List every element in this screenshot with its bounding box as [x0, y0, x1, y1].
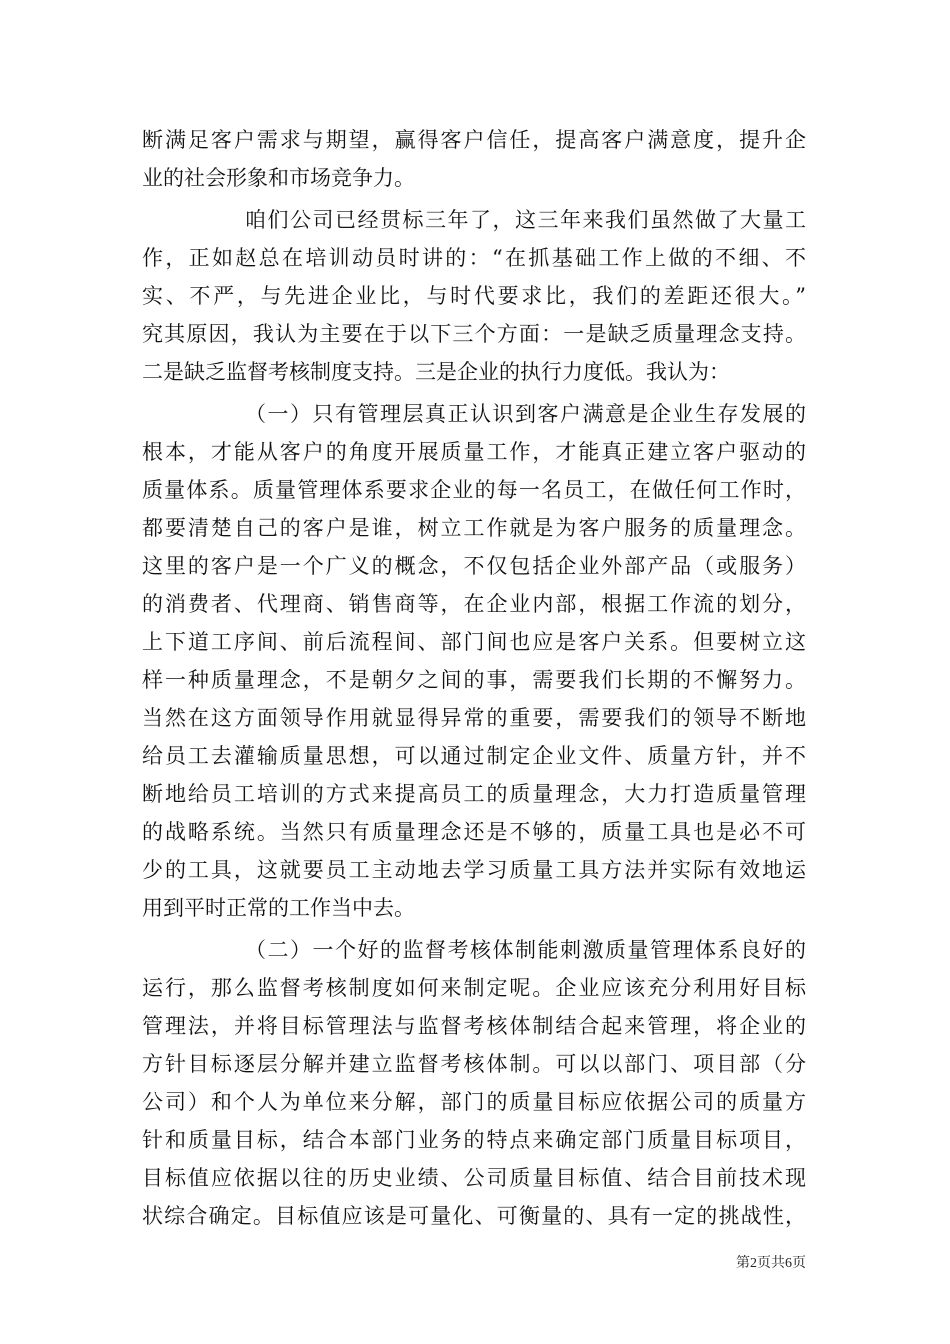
text-line: 管理法，并将目标管理法与监督考核体制结合起来管理，将企业的	[142, 1014, 806, 1038]
text-line: 这里的客户是一个广义的概念，不仅包括企业外部产品（或服务）	[142, 554, 806, 578]
text-line: 目标值应依据以往的历史业绩、公司质量目标值、结合目前技术现	[142, 1166, 806, 1190]
text-line: 针和质量目标，结合本部门业务的特点来确定部门质量目标项目，	[142, 1128, 806, 1152]
text-line: 二是缺乏监督考核制度支持。三是企业的执行力度低。我认为：	[142, 360, 730, 384]
text-line: 作，正如赵总在培训动员时讲的：“在抓基础工作上做的不细、不	[142, 246, 806, 270]
text-line: 断地给员工培训的方式来提高员工的质量理念，大力打造质量管理	[142, 782, 806, 806]
text-line: 实、不严，与先进企业比，与时代要求比，我们的差距还很大。”	[142, 284, 806, 308]
text-line: 上下道工序间、前后流程间、部门间也应是客户关系。但要树立这	[142, 630, 806, 654]
text-line: 当然在这方面领导作用就显得异常的重要，需要我们的领导不断地	[142, 706, 806, 730]
text-line: 公司）和个人为单位来分解，部门的质量目标应依据公司的质量方	[142, 1090, 806, 1114]
page-number: 第2页共6页	[736, 1256, 806, 1271]
text-line: 咱们公司已经贯标三年了，这三年来我们虽然做了大量工	[245, 208, 806, 232]
text-line: 业的社会形象和市场竞争力。	[142, 166, 415, 190]
text-line: 运行，那么监督考核制度如何来制定呢。企业应该充分利用好目标	[142, 976, 806, 1000]
text-line: 根本，才能从客户的角度开展质量工作，才能真正建立客户驱动的	[142, 440, 806, 464]
text-line: 质量体系。质量管理体系要求企业的每一名员工，在做任何工作时，	[142, 478, 806, 502]
text-line: 都要清楚自己的客户是谁，树立工作就是为客户服务的质量理念。	[142, 516, 806, 540]
text-line: 的战略系统。当然只有质量理念还是不够的，质量工具也是必不可	[142, 820, 806, 844]
text-line: 用到平时正常的工作当中去。	[142, 896, 415, 920]
document-body	[142, 121, 806, 1235]
text-line: 的消费者、代理商、销售商等，在企业内部，根据工作流的划分，	[142, 592, 806, 616]
text-line: （一）只有管理层真正认识到客户满意是企业生存发展的	[245, 402, 806, 426]
text-line: 样一种质量理念，不是朝夕之间的事，需要我们长期的不懈努力。	[142, 668, 806, 692]
text-line: 状综合确定。目标值应该是可量化、可衡量的、具有一定的挑战性，	[142, 1204, 806, 1228]
text-line: 少的工具，这就要员工主动地去学习质量工具方法并实际有效地运	[142, 858, 806, 882]
text-line: 给员工去灌输质量思想，可以通过制定企业文件、质量方针，并不	[142, 744, 806, 768]
text-line: 方针目标逐层分解并建立监督考核体制。可以以部门、项目部（分	[142, 1052, 806, 1076]
text-line: 究其原因，我认为主要在于以下三个方面：一是缺乏质量理念支持。	[142, 322, 806, 346]
text-line: 断满足客户需求与期望，赢得客户信任，提高客户满意度，提升企	[142, 128, 806, 152]
text-line: （二）一个好的监督考核体制能刺激质量管理体系良好的	[245, 938, 806, 962]
